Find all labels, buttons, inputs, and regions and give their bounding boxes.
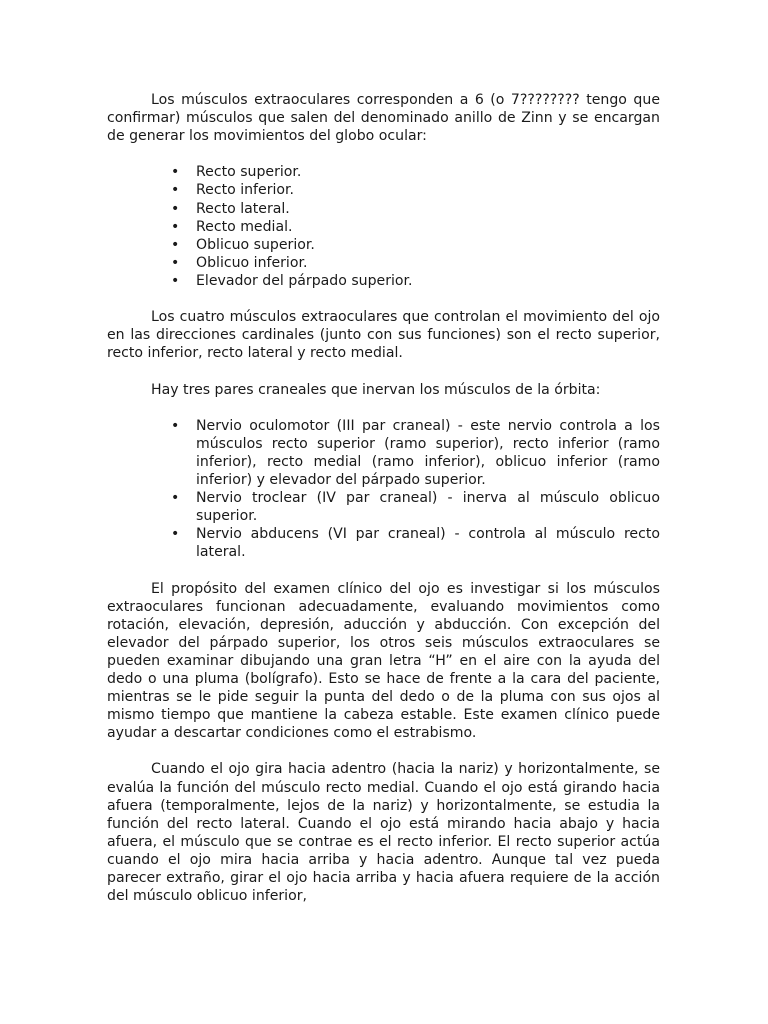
intro-paragraph: Los músculos extraoculares corresponden a 6 (o 7???????? tengo que confirmar) músculos que salen del denominado anillo de Zinn y se encargan de generar los movimientos del globo ocular: <box>107 92 660 145</box>
list-item <box>107 254 660 272</box>
spacer <box>107 290 660 308</box>
spacer <box>107 399 660 417</box>
bullet-icon: • <box>171 236 180 253</box>
bullet-icon: • <box>171 272 180 289</box>
list-item <box>107 218 660 236</box>
spacer <box>107 362 660 380</box>
list-item-text: Oblicuo superior. <box>196 236 315 253</box>
exam-paragraph: El propósito del examen clínico del ojo es investigar si los músculos extraoculares funcionan adecuadamente, evaluando movimientos como rotación, elevación, depresión, aducción y abducción. Con excepción del elevador del párpado superior, los otros seis músculos extraoculares se pueden examinar dibujando una gran letra “H” en el aire con la ayuda del dedo o una pluma (bolígrafo). Esto se hace de frente a la cara del paciente, mientras se le pide seguir la punta del dedo o de la pluma con sus ojos al mismo tiempo que mantiene la cabeza estable. Este examen clínico puede ayudar a descartar condiciones como el estrabismo. <box>107 580 660 742</box>
spacer <box>107 561 660 579</box>
list-item <box>107 200 660 218</box>
list-item-text: Recto superior. <box>196 164 302 181</box>
bullet-icon: • <box>171 164 180 181</box>
document-page <box>107 91 660 905</box>
list-item <box>107 489 660 525</box>
spacer <box>107 742 660 760</box>
list-item <box>107 181 660 199</box>
bullet-icon: • <box>171 200 180 217</box>
list-item-text: Nervio oculomotor (III par craneal) - este nervio controla a los músculos recto superior (ramo superior), recto inferior (ramo inferior), recto medial (ramo inferior), oblicuo inferior (ramo inferior) y elevador del párpado superior. <box>196 417 660 488</box>
spacer <box>107 145 660 163</box>
list-item-text: Oblicuo inferior. <box>196 254 308 271</box>
list-item-text: Recto inferior. <box>196 182 295 199</box>
bullet-icon: • <box>171 526 180 543</box>
bullet-icon: • <box>171 490 180 507</box>
list-item <box>107 525 660 561</box>
muscle-list <box>107 163 660 290</box>
list-item-text: Recto medial. <box>196 218 293 235</box>
list-item <box>107 236 660 254</box>
bullet-icon: • <box>171 254 180 271</box>
bullet-icon: • <box>171 417 180 434</box>
list-item <box>107 417 660 489</box>
nerves-intro-paragraph: Hay tres pares craneales que inervan los músculos de la órbita: <box>151 381 601 398</box>
list-item-text: Nervio troclear (IV par craneal) - inerva al músculo oblicuo superior. <box>196 490 660 525</box>
cardinal-paragraph: Los cuatro músculos extraoculares que controlan el movimiento del ojo en las direcciones cardinales (junto con sus funciones) son el recto superior, recto inferior, recto lateral y recto medial. <box>107 309 660 362</box>
nerve-list <box>107 417 660 562</box>
bullet-icon: • <box>171 218 180 235</box>
list-item-text: Nervio abducens (VI par craneal) - controla al músculo recto lateral. <box>196 526 660 561</box>
list-item <box>107 272 660 290</box>
list-item <box>107 163 660 181</box>
list-item-text: Elevador del párpado superior. <box>196 272 413 289</box>
list-item-text: Recto lateral. <box>196 200 290 217</box>
bullet-icon: • <box>171 182 180 199</box>
movement-paragraph: Cuando el ojo gira hacia adentro (hacia la nariz) y horizontalmente, se evalúa la función del músculo recto medial. Cuando el ojo está girando hacia afuera (temporalmente, lejos de la nariz) y horizontalmente, se estudia la función del recto lateral. Cuando el ojo está mirando hacia abajo y hacia afuera, el músculo que se contrae es el recto inferior. El recto superior actúa cuando el ojo mira hacia arriba y hacia adentro. Aunque tal vez pueda parecer extraño, girar el ojo hacia arriba y hacia afuera requiere de la acción del músculo oblicuo inferior, <box>107 761 660 905</box>
